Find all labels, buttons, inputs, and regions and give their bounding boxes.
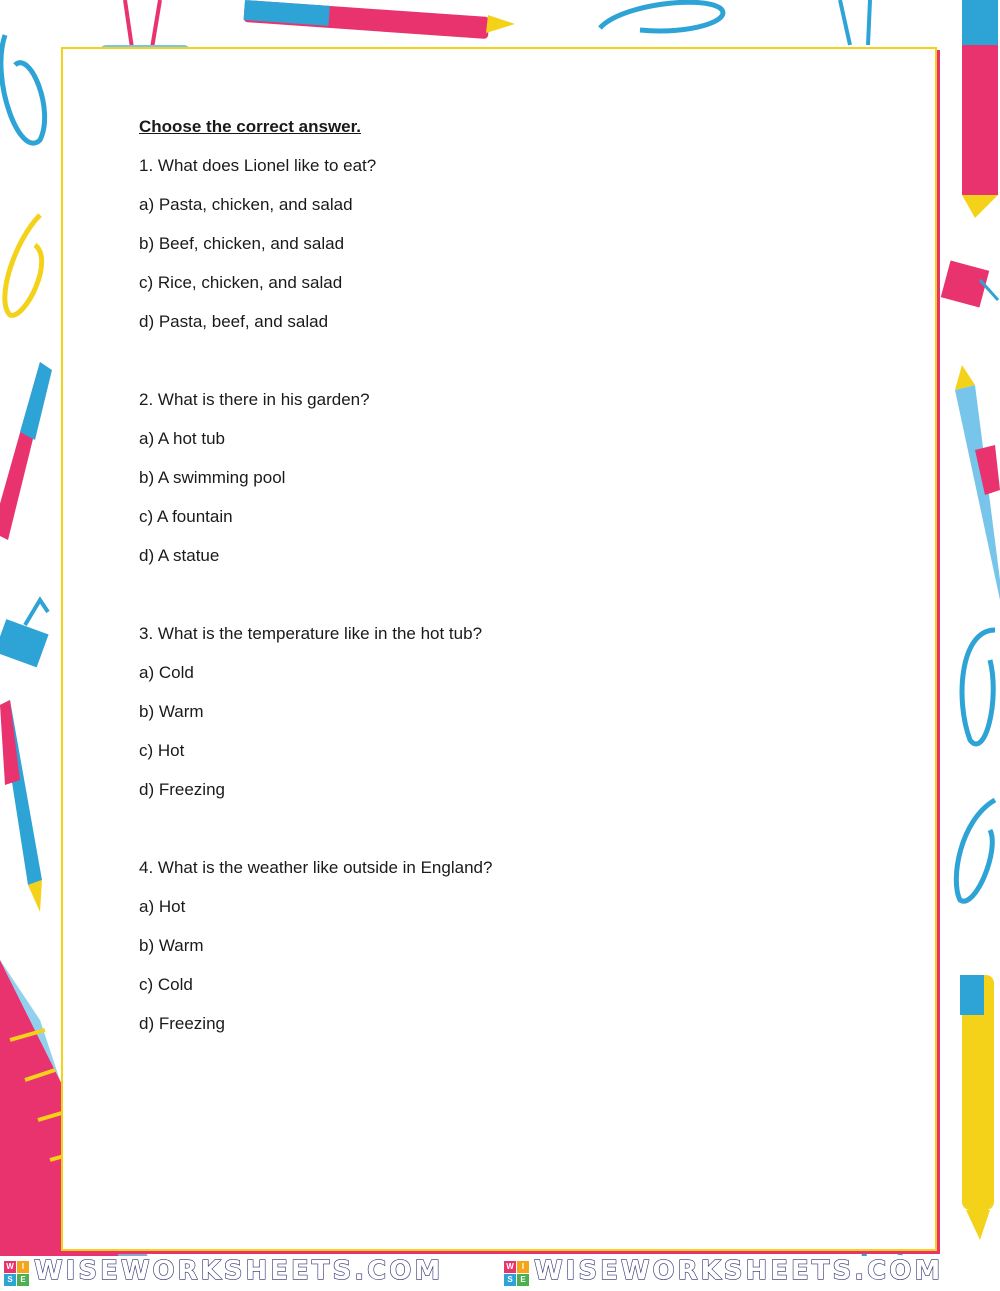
logo-letter: S [504,1274,516,1286]
paperclip-icon [962,630,995,744]
question-prompt: 1. What does Lionel like to eat? [139,156,377,175]
spacer [139,818,899,857]
logo-letter: W [4,1261,16,1273]
answer-option[interactable]: a) A hot tub [139,429,226,448]
instruction-heading: Choose the correct answer. [139,117,362,136]
wiseworksheets-logo [4,1261,30,1287]
answer-option[interactable]: b) Warm [139,702,204,721]
answer-option[interactable]: b) A swimming pool [139,468,286,487]
logo-letter: I [17,1261,29,1273]
pencil-icon [243,0,515,39]
question-block [139,623,899,818]
answer-option[interactable]: c) Hot [139,741,185,760]
marker-icon [0,362,52,540]
answer-option[interactable]: d) A statue [139,546,220,565]
brand-watermark-text: WISEWORKSHEETS.COM [34,1256,444,1286]
footer-watermark [0,1256,1000,1291]
worksheet-content [139,116,899,1052]
question-prompt: 4. What is the weather like outside in England? [139,858,493,877]
binder-clip-icon [941,260,998,307]
answer-option[interactable]: a) Pasta, chicken, and salad [139,195,353,214]
brand-watermark-text: WISEWORKSHEETS.COM [534,1256,944,1286]
wiseworksheets-logo [504,1261,530,1287]
answer-option[interactable]: b) Beef, chicken, and salad [139,234,345,253]
logo-letter: I [517,1261,529,1273]
question-block [139,857,899,1052]
paperclip-icon [600,2,723,31]
paperclip-icon [956,800,995,901]
question-prompt: 3. What is the temperature like in the hot tub? [139,624,483,643]
pen-icon [960,975,994,1240]
pencil-icon [955,365,1000,600]
answer-option[interactable]: c) Cold [139,975,193,994]
answer-option[interactable]: a) Cold [139,663,194,682]
question-block [139,155,899,350]
logo-letter: E [17,1274,29,1286]
spacer [139,350,899,389]
logo-letter: S [4,1274,16,1286]
answer-option[interactable]: d) Freezing [139,780,225,799]
answer-option[interactable]: c) A fountain [139,507,233,526]
logo-letter: E [517,1274,529,1286]
paperclip-icon [1,35,45,143]
answer-option[interactable]: b) Warm [139,936,204,955]
pencil-icon [962,0,998,218]
question-prompt: 2. What is there in his garden? [139,390,370,409]
paperclip-icon [840,0,870,45]
spacer [139,584,899,623]
binder-clip-icon [0,600,49,667]
answer-option[interactable]: d) Pasta, beef, and salad [139,312,329,331]
answer-option[interactable]: a) Hot [139,897,186,916]
paperclip-icon [5,215,42,315]
question-block [139,389,899,584]
pencil-icon [0,700,42,912]
answer-option[interactable]: c) Rice, chicken, and salad [139,273,343,292]
answer-option[interactable]: d) Freezing [139,1014,225,1033]
logo-letter: W [504,1261,516,1273]
